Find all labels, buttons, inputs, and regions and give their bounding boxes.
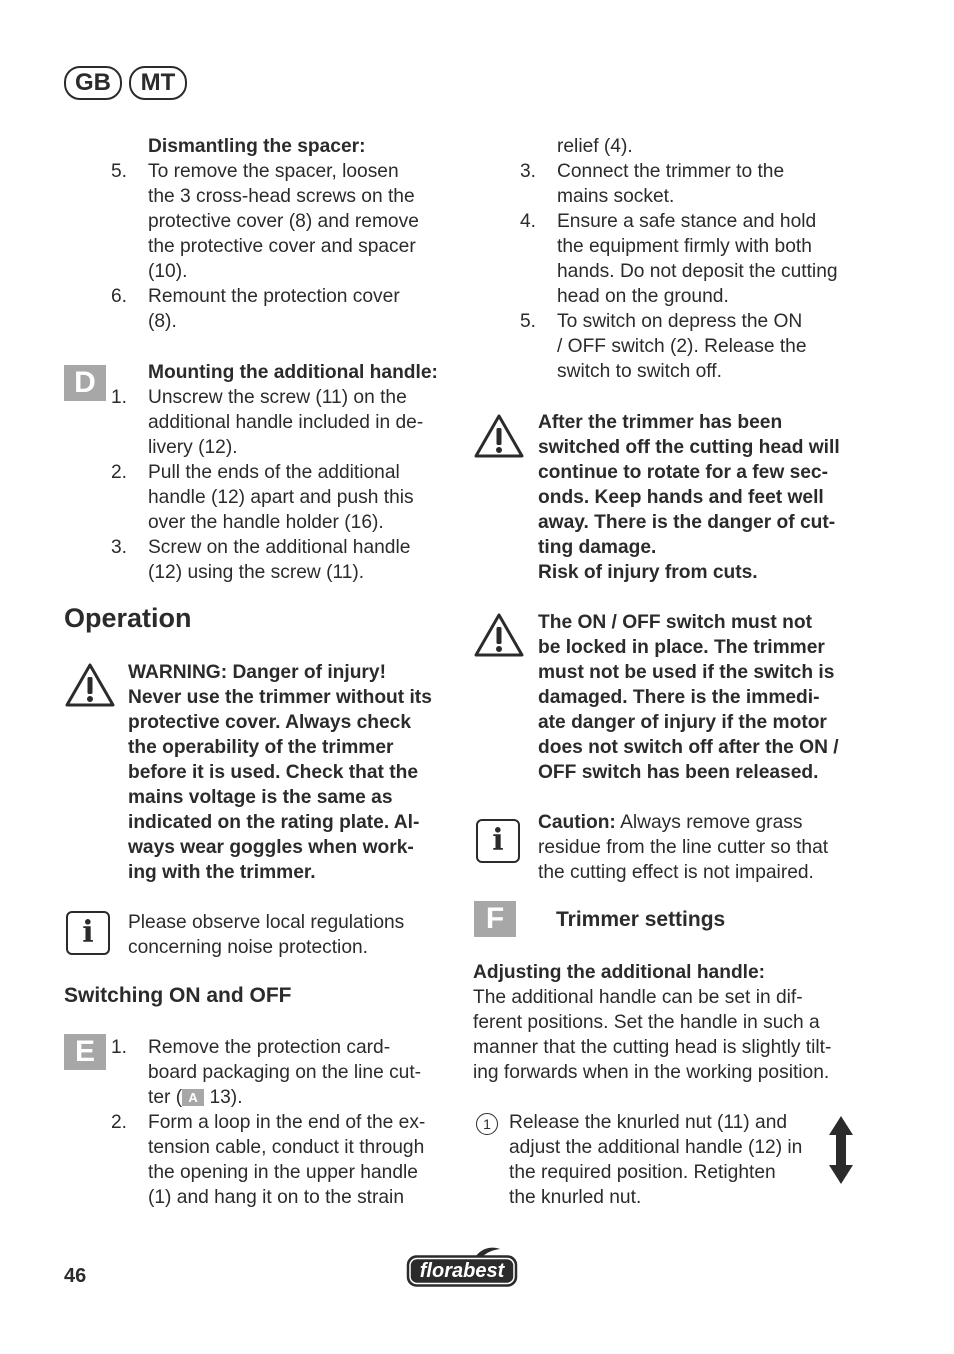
section-marker-d: D xyxy=(64,365,106,401)
warning-text: Risk of injury from cuts. xyxy=(538,562,758,583)
adjust-text: manner that the cutting head is slightly tilt- xyxy=(473,1037,832,1058)
list-item-text: (12) using the screw (11). xyxy=(148,562,365,583)
warning-icon xyxy=(64,662,116,708)
list-item-text: over the handle holder (16). xyxy=(148,512,384,533)
list-item-text: / OFF switch (2). Release the xyxy=(557,336,807,357)
warning-text: continue to rotate for a few sec- xyxy=(538,462,828,483)
step-number-marker: 1 xyxy=(476,1113,498,1135)
list-item-text: Pull the ends of the additional xyxy=(148,462,400,483)
warning-text: be locked in place. The trimmer xyxy=(538,637,825,658)
step-text: the required position. Retighten xyxy=(509,1162,776,1183)
list-item-text: head on the ground. xyxy=(557,286,729,307)
list-number: 3. xyxy=(520,161,537,182)
list-number: 2. xyxy=(111,462,128,483)
warning-text: must not be used if the switch is xyxy=(538,662,835,683)
warning-text: indicated on the rating plate. Al- xyxy=(128,812,420,833)
warning-text: before it is used. Check that the xyxy=(128,762,419,783)
brand-logo: florabest xyxy=(406,1246,518,1288)
info-icon: i xyxy=(476,819,520,863)
list-item-text: tension cable, conduct it through xyxy=(148,1137,425,1158)
warning-text: ways wear goggles when work- xyxy=(128,837,414,858)
list-item-text: Unscrew the screw (11) on the xyxy=(148,387,407,408)
list-number: 1. xyxy=(111,387,128,408)
up-down-arrow-icon xyxy=(828,1115,854,1185)
list-item-text: Remove the protection card- xyxy=(148,1037,391,1058)
step-text: the knurled nut. xyxy=(509,1187,642,1208)
warning-text: OFF switch has been released. xyxy=(538,762,819,783)
adjust-heading: Adjusting the additional handle: xyxy=(473,962,766,983)
caution-text: residue from the line cutter so that xyxy=(538,837,829,858)
list-item-text: To remove the spacer, loosen xyxy=(148,161,399,182)
figure-ref-badge: A xyxy=(182,1089,204,1106)
adjust-text: ing forwards when in the working position. xyxy=(473,1062,830,1083)
warning-text: switched off the cutting head will xyxy=(538,437,840,458)
warning-text: ing with the trimmer. xyxy=(128,862,316,883)
warning-text: damaged. There is the immedi- xyxy=(538,687,820,708)
warning-text: WARNING: Danger of injury! xyxy=(128,662,386,683)
caution-text: Caution: Always remove grass xyxy=(538,812,803,833)
list-item-text: Ensure a safe stance and hold xyxy=(557,211,817,232)
section-marker-f: F xyxy=(474,901,516,937)
list-item-text: Form a loop in the end of the ex- xyxy=(148,1112,426,1133)
list-item-text: (8). xyxy=(148,311,177,332)
list-item-text: Connect the trimmer to the xyxy=(557,161,785,182)
info-icon: i xyxy=(66,911,110,955)
warning-icon xyxy=(473,612,525,658)
list-number: 5. xyxy=(520,311,537,332)
list-item-text: hands. Do not deposit the cutting xyxy=(557,261,838,282)
list-number: 5. xyxy=(111,161,128,182)
list-item-text: the 3 cross-head screws on the xyxy=(148,186,415,207)
list-item-text: livery (12). xyxy=(148,437,238,458)
list-item-text: To switch on depress the ON xyxy=(557,311,803,332)
list-item-text: protective cover (8) and remove xyxy=(148,211,419,232)
step-text: adjust the additional handle (12) in xyxy=(509,1137,803,1158)
step-text: Release the knurled nut (11) and xyxy=(509,1112,788,1133)
list-number: 6. xyxy=(111,286,128,307)
language-badge-gb: GB xyxy=(64,66,122,100)
warning-text: mains voltage is the same as xyxy=(128,787,393,808)
list-item-text: Remount the protection cover xyxy=(148,286,400,307)
info-text: Please observe local regulations xyxy=(128,912,405,933)
warning-text: protective cover. Always check xyxy=(128,712,411,733)
list-item-text: the equipment firmly with both xyxy=(557,236,812,257)
handle-heading: Mounting the additional handle: xyxy=(148,362,438,383)
list-number: 3. xyxy=(111,537,128,558)
adjust-text: The additional handle can be set in dif- xyxy=(473,987,803,1008)
switching-heading: Switching ON and OFF xyxy=(64,984,292,1007)
list-item-text: mains socket. xyxy=(557,186,675,207)
info-text: concerning noise protection. xyxy=(128,937,368,958)
list-number: 2. xyxy=(111,1112,128,1133)
list-item-text: relief (4). xyxy=(557,136,633,157)
caution-text: the cutting effect is not impaired. xyxy=(538,862,814,883)
warning-icon xyxy=(473,413,525,459)
list-item-text: (1) and hang it on to the strain xyxy=(148,1187,404,1208)
warning-text: ate danger of injury if the motor xyxy=(538,712,827,733)
warning-text: away. There is the danger of cut- xyxy=(538,512,836,533)
adjust-text: ferent positions. Set the handle in such a xyxy=(473,1012,820,1033)
section-marker-e: E xyxy=(64,1034,106,1070)
trimmer-settings-title: Trimmer settings xyxy=(556,908,726,931)
list-item-text: switch to switch off. xyxy=(557,361,722,382)
list-item-text: (10). xyxy=(148,261,188,282)
list-item-text: Screw on the additional handle xyxy=(148,537,411,558)
list-item-text: the opening in the upper handle xyxy=(148,1162,418,1183)
page-number: 46 xyxy=(64,1265,87,1287)
language-badge-mt: MT xyxy=(129,66,187,100)
list-number: 1. xyxy=(111,1037,128,1058)
warning-text: The ON / OFF switch must not xyxy=(538,612,812,633)
warning-text: does not switch off after the ON / xyxy=(538,737,839,758)
list-item-text: the protective cover and spacer xyxy=(148,236,416,257)
list-number: 4. xyxy=(520,211,537,232)
warning-text: the operability of the trimmer xyxy=(128,737,394,758)
list-item-text: board packaging on the line cut- xyxy=(148,1062,422,1083)
warning-text: After the trimmer has been xyxy=(538,412,783,433)
spacer-heading: Dismantling the spacer: xyxy=(148,136,366,157)
operation-title: Operation xyxy=(64,603,192,633)
list-item-text: ter ( A 13). xyxy=(148,1087,243,1108)
warning-text: Never use the trimmer without its xyxy=(128,687,432,708)
warning-text: ting damage. xyxy=(538,537,657,558)
list-item-text: additional handle included in de- xyxy=(148,412,424,433)
list-item-text: handle (12) apart and push this xyxy=(148,487,414,508)
warning-text: onds. Keep hands and feet well xyxy=(538,487,824,508)
